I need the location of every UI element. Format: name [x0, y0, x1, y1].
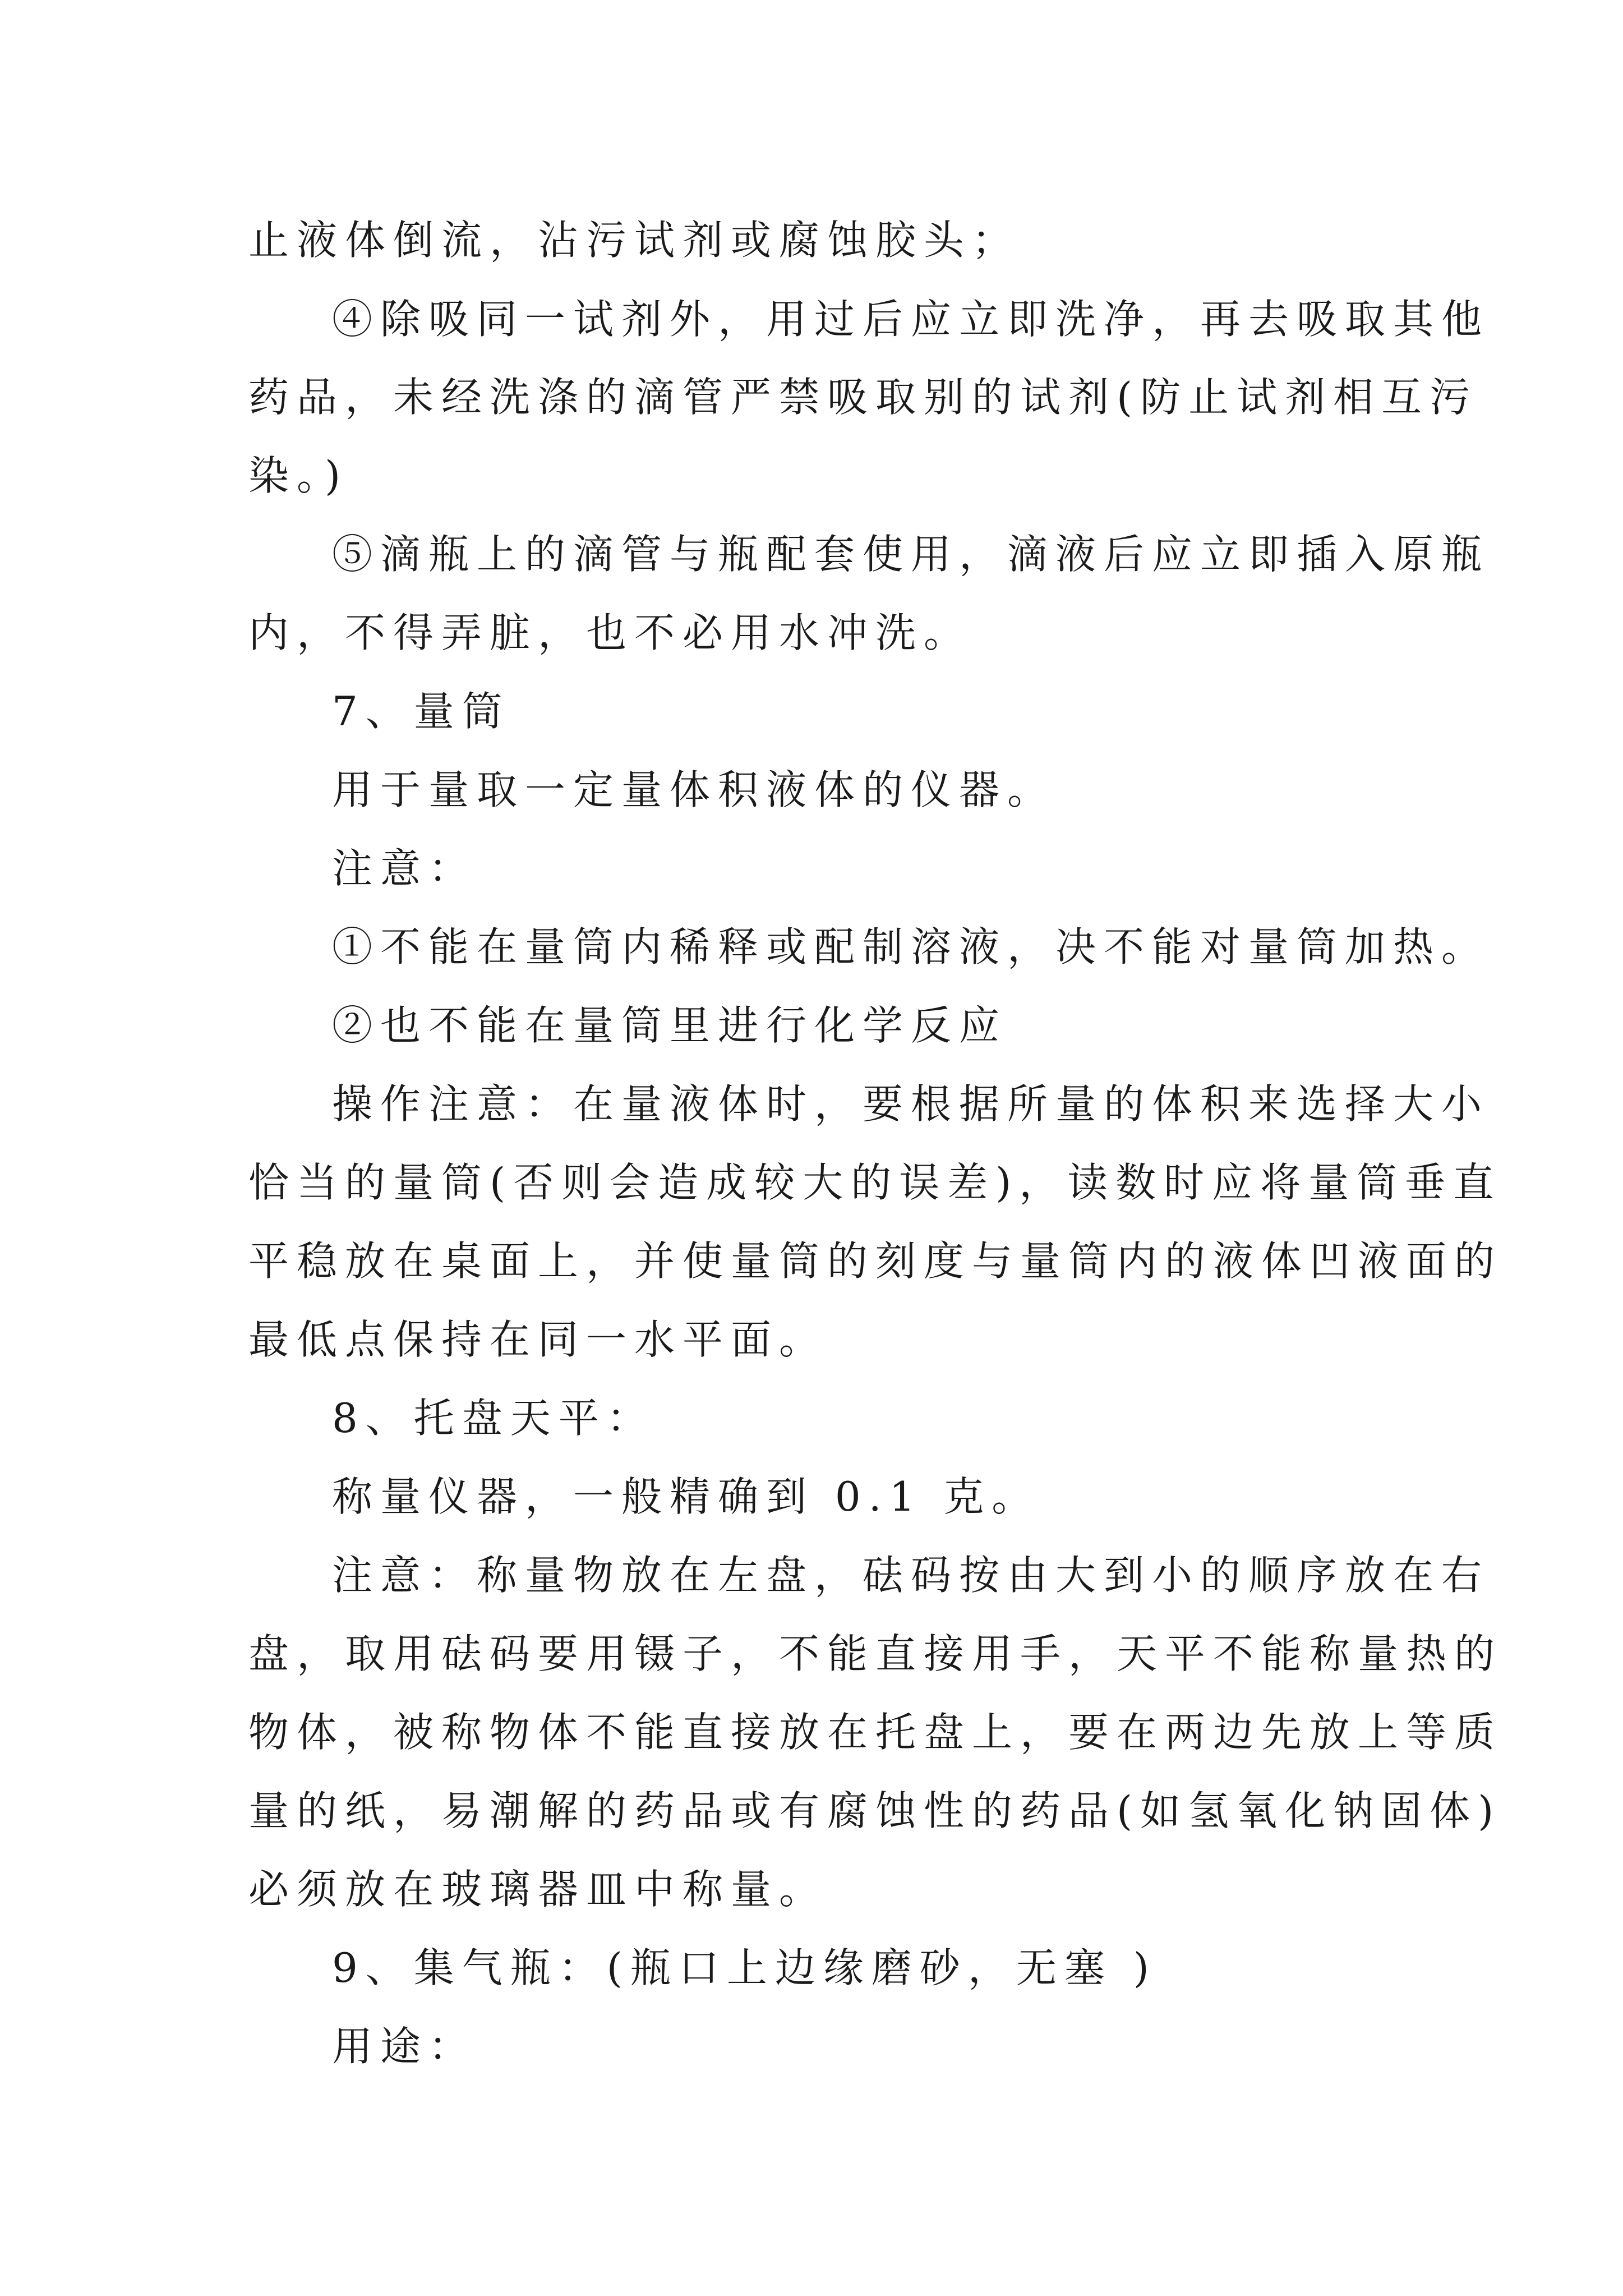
text-line: 药品，未经洗涤的滴管严禁吸取别的试剂(防止试剂相互污: [248, 374, 1478, 421]
text-line: 操作注意：在量液体时，要根据所量的体积来选择大小: [332, 1080, 1490, 1128]
text-line: 恰当的量筒(否则会造成较大的误差)，读数时应将量筒垂直: [248, 1159, 1502, 1206]
text-line: 最低点保持在同一水平面。: [248, 1316, 828, 1363]
text-line: ②也不能在量筒里进行化学反应: [332, 1002, 1008, 1049]
text-line: 止液体倒流，沾污试剂或腐蚀胶头；: [248, 217, 1021, 264]
text-line: 平稳放在桌面上，并使量筒的刻度与量筒内的液体凹液面的: [248, 1237, 1503, 1285]
text-line: 称量仪器，一般精确到 0.1 克。: [332, 1473, 1040, 1520]
text-line: 注意：: [332, 845, 477, 892]
text-line: 染。): [248, 452, 349, 499]
text-line: 7、量筒: [332, 688, 510, 735]
text-line: 8、托盘天平：: [332, 1395, 655, 1442]
text-line: 物体，被称物体不能直接放在托盘上，要在两边先放上等质: [248, 1709, 1503, 1756]
text-line: 注意：称量物放在左盘，砝码按由大到小的顺序放在右: [332, 1552, 1490, 1599]
text-line: 量的纸，易潮解的药品或有腐蚀性的药品(如氢氧化钠固体): [248, 1787, 1502, 1834]
text-line: 盘，取用砝码要用镊子，不能直接用手，天平不能称量热的: [248, 1630, 1503, 1677]
text-line: ⑤滴瓶上的滴管与瓶配套使用，滴液后应立即插入原瓶: [332, 531, 1490, 578]
text-line: 9、集气瓶：(瓶口上边缘磨砂，无塞 ): [332, 1944, 1157, 1991]
text-line: 内，不得弄脏，也不必用水冲洗。: [248, 609, 972, 656]
text-line: 用途：: [332, 2023, 477, 2070]
text-line: ①不能在量筒内稀释或配制溶液，决不能对量筒加热。: [332, 923, 1490, 970]
text-line: 必须放在玻璃器皿中称量。: [248, 1866, 828, 1913]
text-line: 用于量取一定量体积液体的仪器。: [332, 766, 1056, 813]
text-line: ④除吸同一试剂外，用过后应立即洗净，再去吸取其他: [332, 296, 1490, 343]
